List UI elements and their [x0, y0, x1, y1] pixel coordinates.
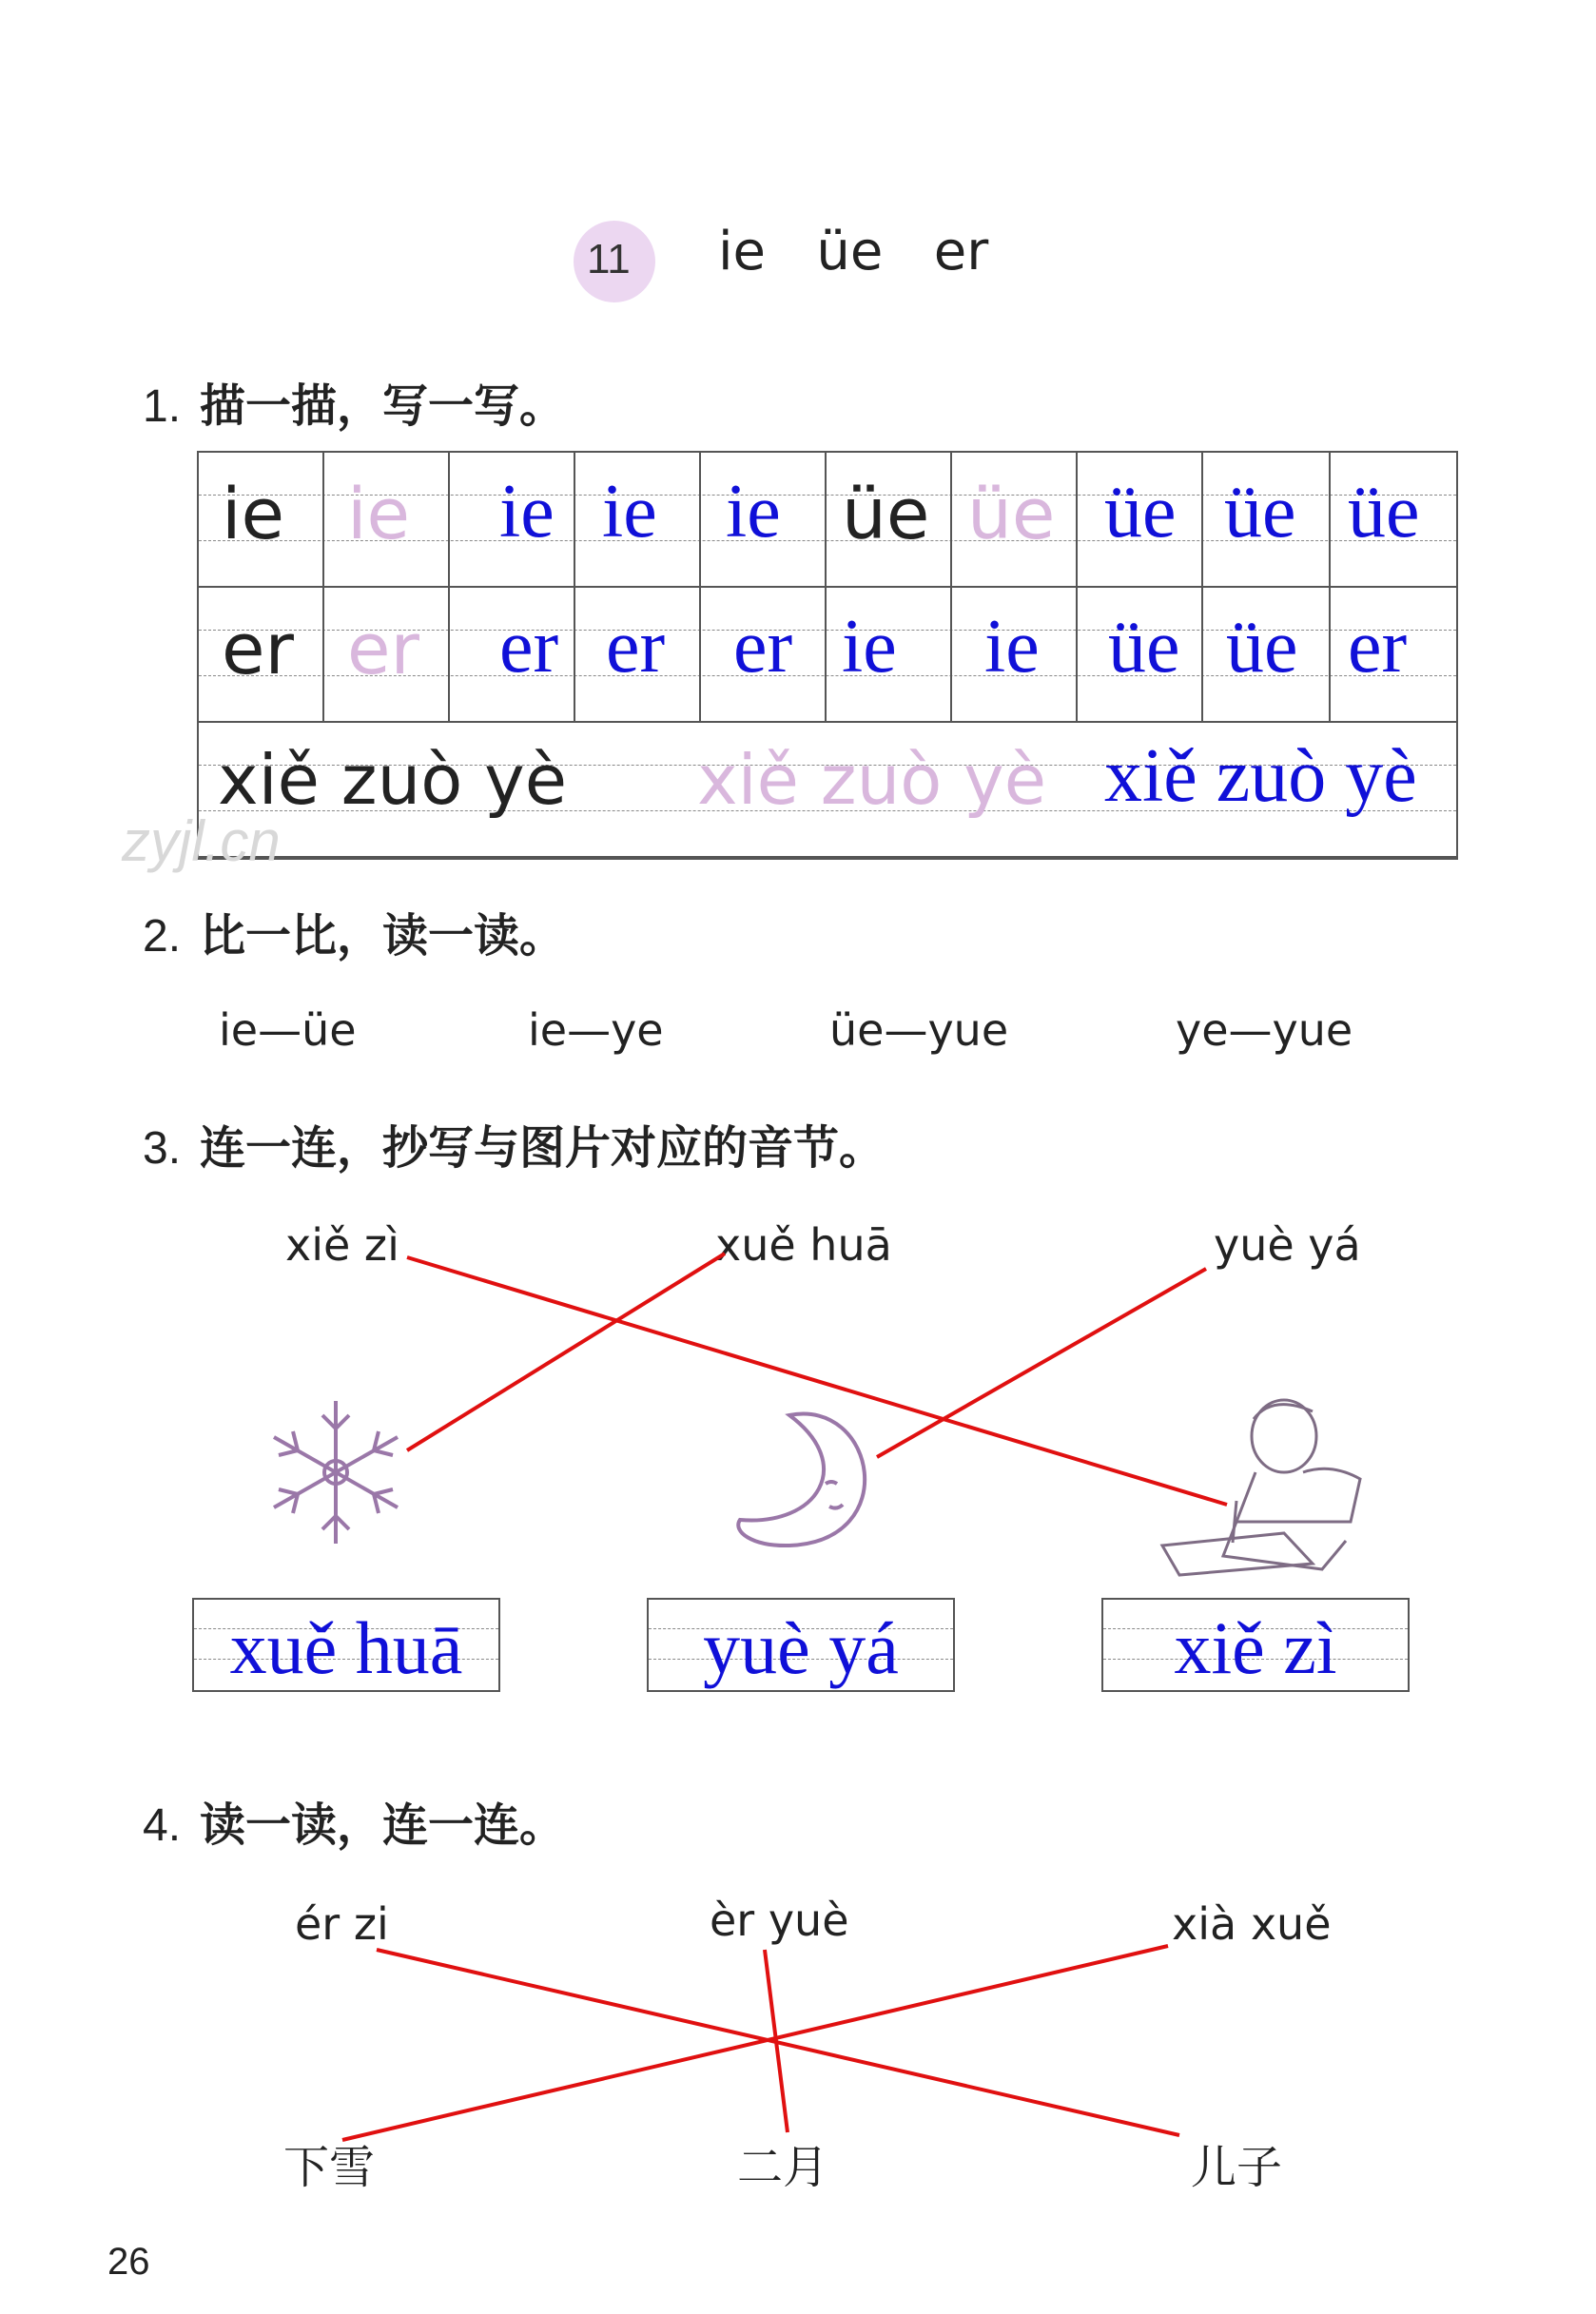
printed-ie: ie — [222, 474, 285, 555]
printed-ue: üe — [842, 474, 930, 555]
q1-instruction: 描一描，写一写。 — [200, 379, 566, 433]
q3-syllable-yue-ya: yuè yá — [1214, 1219, 1361, 1271]
q4-number: 4. — [143, 1800, 182, 1851]
answer-ie-1: ie — [499, 470, 555, 554]
q4-word-xia-xue: 下雪 — [283, 2141, 376, 2194]
watermark: zyjl.cn — [122, 809, 281, 873]
pair-4: ye—yue — [1176, 1004, 1353, 1056]
q3-syllable-xie-zi: xiě zì — [285, 1219, 399, 1271]
answer-er-4: ie — [842, 605, 897, 689]
pair-3: üe—yue — [829, 1004, 1009, 1056]
q4-syllable-er-yue: èr yuè — [710, 1895, 849, 1946]
pair-2: ie—ye — [528, 1004, 664, 1056]
answer-er-1: er — [499, 605, 559, 689]
answer-xie-zi: xiě zì — [1174, 1606, 1337, 1689]
q4-word-er-zi: 儿子 — [1191, 2141, 1283, 2194]
answer-ue-1: üe — [1104, 470, 1177, 554]
page-number: 26 — [107, 2241, 150, 2283]
answer-ue-2: üe — [1224, 470, 1296, 554]
lesson-number: 11 — [587, 236, 631, 282]
traced-xie-zuo-ye: xiě zuò yè — [697, 740, 1047, 820]
answer-ie-3: ie — [726, 470, 781, 554]
q3-syllable-xue-hua: xuě huā — [715, 1219, 892, 1271]
q2-instruction: 比一比，读一读。 — [200, 909, 566, 963]
q4-syllable-xia-xue: xià xuě — [1172, 1898, 1332, 1950]
q3-instruction: 连一连，抄写与图片对应的音节。 — [200, 1121, 886, 1175]
q4-word-er-yue: 二月 — [737, 2141, 829, 2194]
answer-yue-ya: yuè yá — [703, 1606, 899, 1689]
pair-1: ie—üe — [219, 1004, 357, 1056]
answer-er-7: üe — [1226, 605, 1298, 689]
q1-number: 1. — [143, 381, 182, 432]
answer-ue-3: üe — [1348, 470, 1420, 554]
traced-er: er — [347, 609, 419, 690]
q4-syllable-er-zi: ér zi — [295, 1898, 389, 1950]
printed-er: er — [222, 609, 294, 690]
answer-er-8: er — [1348, 605, 1408, 689]
answer-xie-zuo-ye: xiě zuò yè — [1104, 734, 1417, 818]
traced-ue: üe — [967, 474, 1056, 555]
line-xia-xue — [342, 1946, 1168, 2140]
answer-xue-hua: xuě huā — [229, 1606, 463, 1689]
traced-ie: ie — [347, 474, 411, 555]
q3-number: 3. — [143, 1123, 182, 1174]
answer-er-3: er — [733, 605, 793, 689]
answer-ie-2: ie — [602, 470, 657, 554]
answer-er-5: ie — [984, 605, 1040, 689]
q2-number: 2. — [143, 911, 182, 962]
q4-instruction: 读一读，连一连。 — [200, 1799, 566, 1852]
answer-er-6: üe — [1108, 605, 1180, 689]
answer-er-2: er — [606, 605, 666, 689]
printed-xie-zuo-ye: xiě zuò yè — [218, 740, 568, 820]
lesson-title: ie üe er — [718, 221, 989, 282]
